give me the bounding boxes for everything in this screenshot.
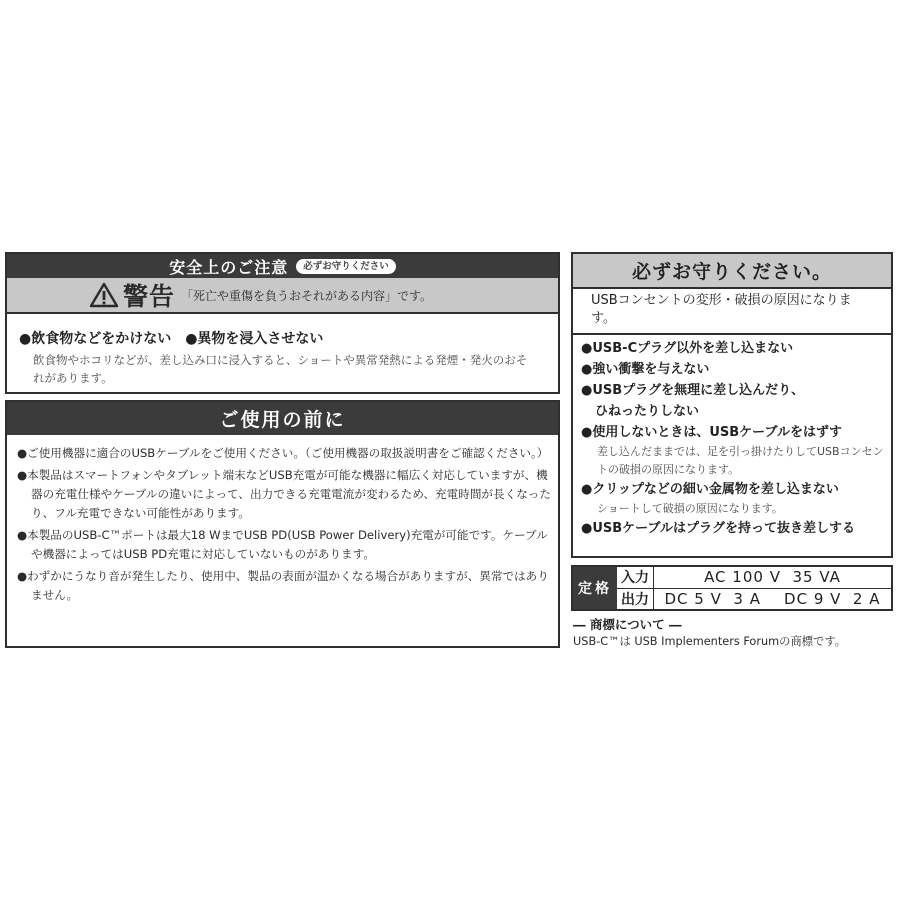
list-item-text: ●USBケーブルはプラグを持って抜き差しする bbox=[581, 521, 856, 536]
list-item bbox=[581, 338, 891, 359]
before-use-header bbox=[7, 402, 558, 435]
must-follow-box bbox=[571, 252, 893, 558]
list-item-text: ●強い衝撃を与えない bbox=[581, 362, 710, 377]
safety-title: 安全上のご注意 bbox=[169, 257, 289, 277]
trademark-title: ― 商標について ― bbox=[573, 617, 682, 632]
warning-banner bbox=[7, 278, 558, 314]
list-item bbox=[581, 518, 891, 539]
must-follow-header bbox=[573, 254, 891, 289]
input-label: 入力 bbox=[617, 567, 654, 588]
input-value: AC 100 V 35 VA bbox=[704, 568, 841, 587]
before-use-box bbox=[5, 400, 560, 648]
warning-description: 「死亡や重傷を負うおそれがある内容」です。 bbox=[181, 288, 433, 303]
warning-word: 警告 bbox=[123, 282, 176, 311]
must-follow-pill: 必ずお守りください bbox=[296, 259, 396, 274]
safety-notice-box bbox=[5, 252, 560, 394]
list-item bbox=[581, 479, 891, 518]
list-item: ●本製品のUSB-C™ポートは最大18 WまでUSB PD(USB Power Delivery)充電が可能です。ケーブルや機器によってはUSB PD充電に対応していないものがあります。 bbox=[17, 528, 548, 561]
list-item-text: ●使用しないときは、USBケーブルをはずす bbox=[581, 425, 843, 440]
rating-row-output bbox=[617, 588, 891, 610]
list-item bbox=[581, 359, 891, 380]
list-item-continuation: ひねったりしない bbox=[595, 404, 700, 419]
rating-table bbox=[571, 565, 893, 611]
list-item-note: ショートして破損の原因になります。 bbox=[597, 502, 783, 515]
output-label: 出力 bbox=[617, 589, 654, 610]
list-item: ●本製品はスマートフォンやタブレット端末などUSB充電が可能な機器に幅広く対応していますが、機器の充電仕様やケーブルの違いによって、出力できる充電電流が変わるため、充電時間が長くなったり、フル充電できない可能性があります。 bbox=[17, 468, 551, 520]
list-item: ●ご使用機器に適合のUSBケーブルをご使用ください。（ご使用機器の取扱説明書をご確認ください。） bbox=[17, 446, 549, 460]
must-follow-title: 必ずお守りください。 bbox=[631, 261, 832, 283]
list-item bbox=[581, 380, 891, 422]
before-use-list bbox=[17, 444, 557, 608]
safety-item: ●飲食物などをかけない ●異物を浸入させない bbox=[19, 331, 324, 347]
rating-label: 定格 bbox=[573, 567, 617, 609]
list-item-note: 差し込んだままでは、足を引っ掛けたりしてUSBコンセントの破損の原因になります。 bbox=[597, 445, 884, 476]
list-item: ●わずかにうなり音が発生したり、使用中、製品の表面が温かくなる場合がありますが、異常ではありません。 bbox=[17, 569, 549, 602]
before-use-title: ご使用の前に bbox=[219, 409, 346, 431]
warning-triangle-icon bbox=[89, 282, 119, 308]
list-item bbox=[581, 422, 891, 479]
trademark-body: USB-C™は USB Implementers Forumの商標です。 bbox=[573, 635, 847, 648]
rating-row-input bbox=[617, 567, 891, 588]
rating-rows bbox=[617, 567, 891, 609]
list-item-text: ●USBプラグを無理に差し込んだり、 bbox=[581, 383, 805, 398]
list-item-text: ●クリップなどの細い金属物を差し込まない bbox=[581, 482, 839, 497]
must-follow-intro: USBコンセントの変形・破損の原因になります。 bbox=[573, 289, 891, 335]
output-value: DC 5 V 3 A DC 9 V 2 A bbox=[664, 589, 881, 608]
list-item-text: ●USB-Cプラグ以外を差し込まない bbox=[581, 341, 794, 356]
safety-header bbox=[7, 254, 558, 278]
safety-note: 飲食物やホコリなどが、差し込み口に浸入すると、ショートや異常発熱による発煙・発火のおそれがあります。 bbox=[33, 353, 528, 385]
must-follow-list bbox=[581, 338, 891, 539]
